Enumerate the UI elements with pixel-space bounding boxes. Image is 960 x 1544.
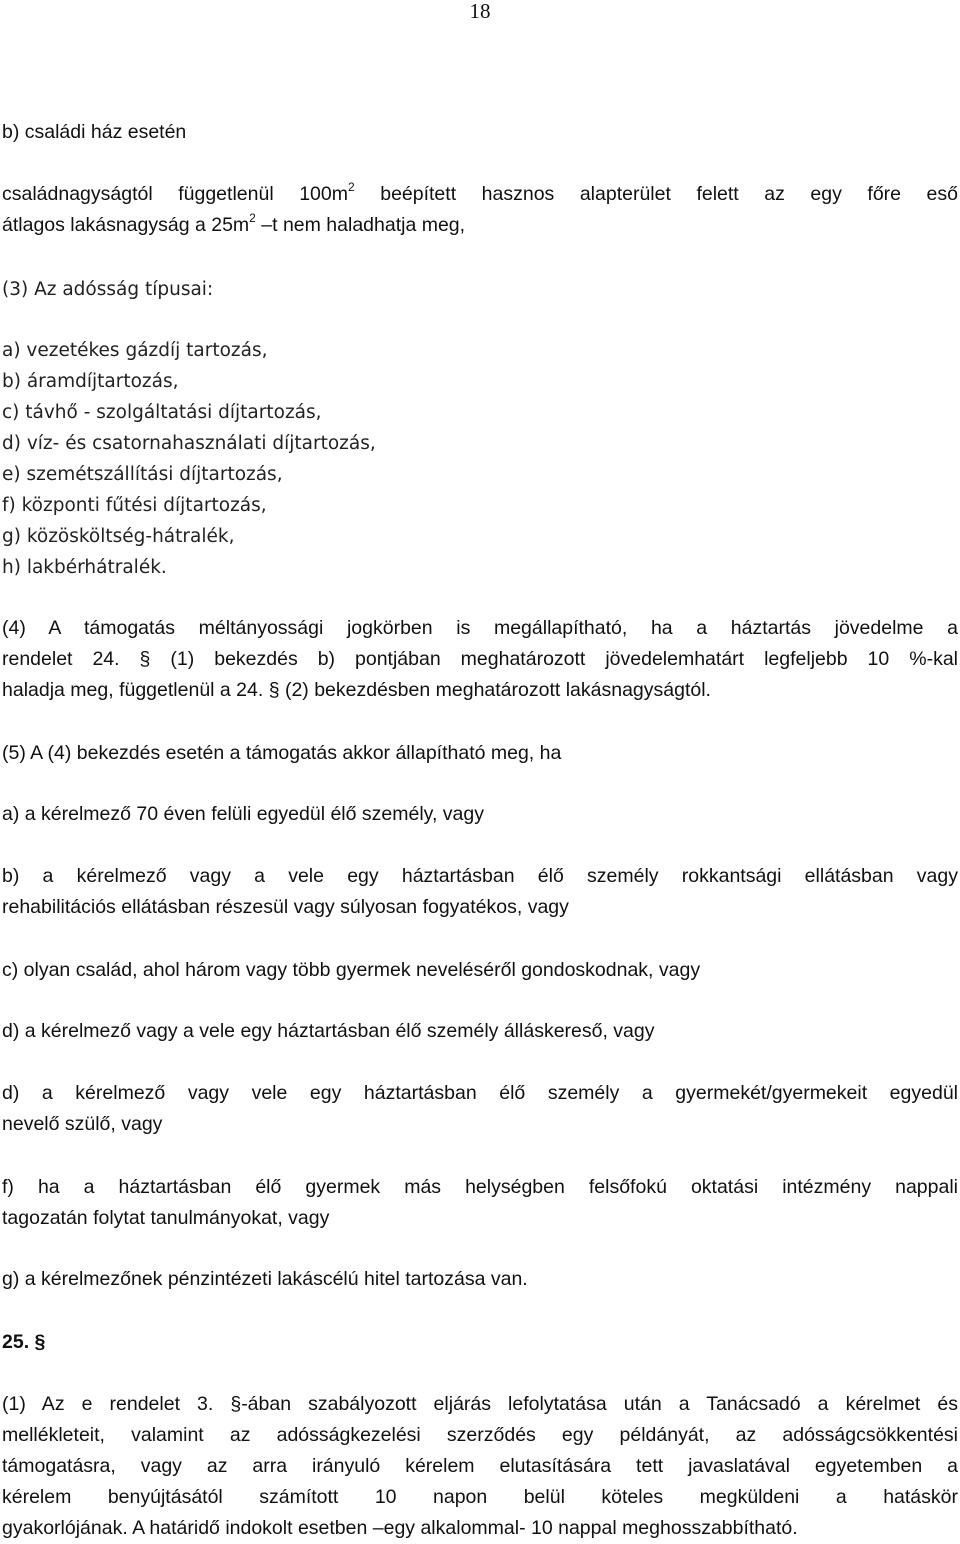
section-b-heading-block bbox=[2, 117, 958, 148]
condition-b-line: b) a kérelmező vagy a vele egy háztartásban élő személy rokkantsági ellátásban vagy bbox=[2, 865, 958, 887]
list-item: a) vezetékes gázdíj tartozás, bbox=[2, 340, 268, 361]
paragraph-4-line: (4) A támogatás méltányossági jogkörben is megállapítható, ha a háztartás jövedelme a bbox=[2, 617, 958, 639]
debt-types-heading-block bbox=[2, 274, 958, 305]
section-25-line: mellékleteit, valamint az adósságkezelési szerződés egy példányát, az adósságcsökkentési bbox=[2, 1424, 958, 1446]
condition-g-line: g) a kérelmezőnek pénzintézeti lakáscélú hitel tartozása van. bbox=[2, 1268, 528, 1290]
condition-d-2-line: d) a kérelmező vagy vele egy háztartásban élő személy a gyermekét/gyermekeit egyedül bbox=[2, 1082, 958, 1104]
condition-c-line: c) olyan család, ahol három vagy több gyermek neveléséről gondoskodnak, vagy bbox=[2, 959, 701, 981]
superscript-2: 2 bbox=[249, 210, 256, 225]
condition-d-2 bbox=[2, 1078, 958, 1140]
section-25-line: (1) Az e rendelet 3. §-ában szabályozott eljárás lefolytatása után a Tanácsadó a kérelmet és bbox=[2, 1393, 958, 1415]
paragraph-4-line: rendelet 24. § (1) bekezdés b) pontjában meghatározott jövedelemhatárt legfeljebb 10 %-kal bbox=[2, 648, 958, 670]
condition-b bbox=[2, 861, 958, 923]
condition-f-line: tagozatán folytat tanulmányokat, vagy bbox=[2, 1207, 330, 1229]
condition-d-1 bbox=[2, 1016, 958, 1047]
paragraph-4 bbox=[2, 613, 958, 706]
section-25-heading-block bbox=[2, 1327, 958, 1358]
list-item: d) víz- és csatornahasználati díjtartozás, bbox=[2, 433, 376, 454]
condition-c bbox=[2, 955, 958, 986]
list-item: h) lakbérhátralék. bbox=[2, 557, 167, 578]
family-size-paragraph bbox=[2, 179, 958, 241]
section-25-paragraph-1 bbox=[2, 1389, 958, 1544]
condition-d-1-line: d) a kérelmező vagy a vele egy háztartásban élő személy álláskereső, vagy bbox=[2, 1020, 655, 1042]
family-size-line-2: átlagos lakásnagyság a $25m^2$ –t nem haladhatja meg, bbox=[2, 210, 466, 236]
section-b-heading: b) családi ház esetén bbox=[2, 121, 187, 143]
family-size-line-1: családnagyságtól függetlenül $100m^2$ beépített hasznos alapterület felett az egy főre eső bbox=[2, 179, 958, 205]
page-number: 18 bbox=[469, 0, 491, 23]
paragraph-5-intro: (5) A (4) bekezdés esetén a támogatás akkor állapítható meg, ha bbox=[2, 742, 562, 764]
section-25-heading: 25. § bbox=[2, 1331, 46, 1353]
section-25-line: kérelem benyújtásától számított 10 napon belül köteles megküldeni a hatáskör bbox=[2, 1486, 958, 1508]
condition-d-2-line: nevelő szülő, vagy bbox=[2, 1113, 163, 1135]
section-25-line: gyakorlójának. A határidő indokolt esetben –egy alkalommal- 10 nappal meghosszabbítható. bbox=[2, 1517, 798, 1539]
list-item: f) központi fűtési díjtartozás, bbox=[2, 495, 267, 516]
condition-f-line: f) ha a háztartásban élő gyermek más helységben felsőfokú oktatási intézmény nappali bbox=[2, 1176, 958, 1198]
condition-a bbox=[2, 799, 958, 830]
list-item: b) áramdíjtartozás, bbox=[2, 371, 179, 392]
condition-a-line: a) a kérelmező 70 éven felüli egyedül élő személy, vagy bbox=[2, 803, 484, 825]
list-item: g) közösköltség-hátralék, bbox=[2, 526, 235, 547]
debt-types-heading: (3) Az adósság típusai: bbox=[2, 279, 214, 300]
paragraph-4-line: haladja meg, függetlenül a 24. § (2) bekezdésben meghatározott lakásnagyságtól. bbox=[2, 679, 711, 701]
condition-g bbox=[2, 1264, 958, 1295]
list-item: c) távhő - szolgáltatási díjtartozás, bbox=[2, 402, 322, 423]
paragraph-5 bbox=[2, 738, 958, 769]
debt-types-list bbox=[2, 335, 958, 583]
superscript-2: 2 bbox=[347, 179, 355, 194]
section-25-line: támogatásra, vagy az arra irányuló kérelem elutasítására tett javaslatával egyetemben a bbox=[2, 1455, 958, 1477]
list-item: e) szemétszállítási díjtartozás, bbox=[2, 464, 283, 485]
condition-b-line: rehabilitációs ellátásban részesül vagy súlyosan fogyatékos, vagy bbox=[2, 896, 569, 918]
condition-f bbox=[2, 1172, 958, 1234]
